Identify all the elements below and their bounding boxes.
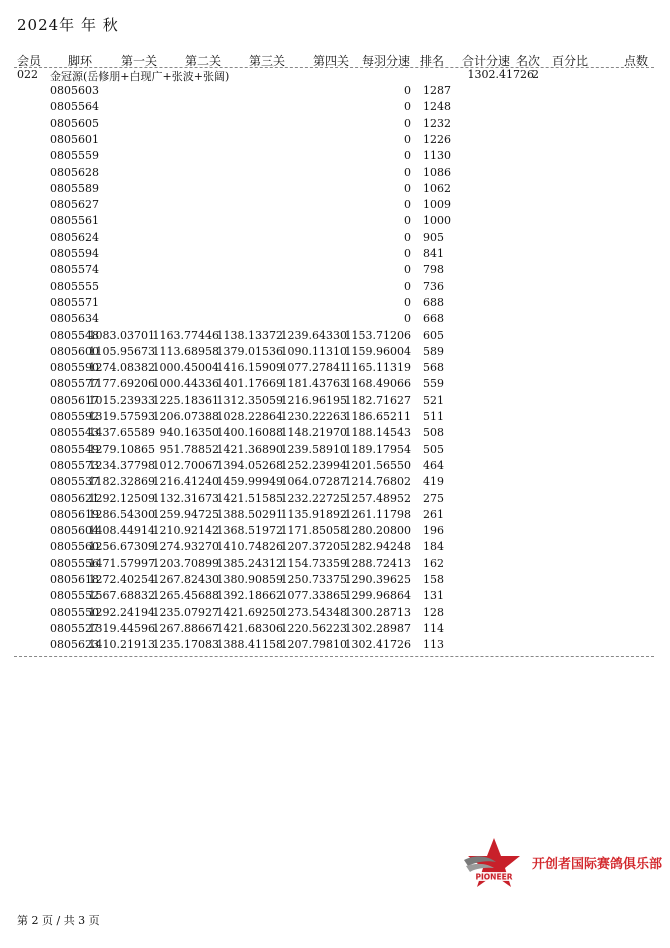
stage4-cell: 1077.27841 xyxy=(280,361,347,375)
stage4-cell: 1273.54348 xyxy=(280,605,347,619)
ring-cell: 0805634 xyxy=(50,312,99,326)
per-feather-cell: 1257.48952 xyxy=(344,491,411,505)
header-stage3: 第三关 xyxy=(249,54,286,68)
ring-cell: 0805604 xyxy=(50,524,99,538)
table-bottom-divider xyxy=(14,656,654,657)
per-feather-cell: 1290.39625 xyxy=(344,573,411,586)
stage4-cell: 1239.64330 xyxy=(280,328,347,342)
club-name: 开创者国际赛鸽俱乐部 xyxy=(532,857,663,872)
header-member: 会员 xyxy=(17,54,42,68)
rank-cell: 521 xyxy=(423,393,444,407)
stage3-cell: 1459.99949 xyxy=(216,475,283,489)
per-feather-cell: 1168.49066 xyxy=(344,377,411,391)
ring-cell: 0805617 xyxy=(50,393,99,407)
stage2-cell: 1267.82430 xyxy=(152,573,219,586)
per-feather-cell: 0 xyxy=(404,263,411,277)
stage4-cell: 1220.56223 xyxy=(280,621,347,635)
ring-cell: 0805624 xyxy=(50,230,99,244)
stage2-cell: 940.16350 xyxy=(159,426,219,440)
stage1-cell: 1471.57997 xyxy=(88,556,155,570)
stage2-cell: 1225.18361 xyxy=(152,393,219,407)
ring-cell: 0805600 xyxy=(50,344,99,358)
stage3-cell: 1379.01536 xyxy=(216,344,283,358)
rank-cell: 1248 xyxy=(423,100,451,114)
per-feather-cell: 1302.28987 xyxy=(344,621,411,635)
header-stage2: 第二关 xyxy=(185,54,222,68)
per-feather-cell: 0 xyxy=(404,230,411,244)
rank-cell: 184 xyxy=(423,540,444,554)
stage4-cell: 1135.91892 xyxy=(280,507,347,521)
per-feather-cell: 1189.17954 xyxy=(344,442,411,456)
ring-cell: 0805561 xyxy=(50,214,99,228)
stage1-cell: 1319.57593 xyxy=(88,410,155,423)
stage3-cell: 1416.15909 xyxy=(216,361,283,375)
stage2-cell: 1274.93270 xyxy=(152,540,219,554)
ring-cell: 0805594 xyxy=(50,247,99,260)
rank-cell: 905 xyxy=(423,230,444,244)
rank-cell: 505 xyxy=(423,442,444,456)
header-total-speed: 合计分速 xyxy=(462,54,511,68)
stage4-cell: 1230.22263 xyxy=(280,410,347,423)
rank-cell: 1226 xyxy=(423,132,451,146)
header-place: 名次 xyxy=(516,54,541,68)
ring-cell: 0805589 xyxy=(50,181,99,195)
ring-cell: 0805605 xyxy=(50,116,99,130)
stage1-cell: 1410.21913 xyxy=(88,638,155,652)
page-footer: 第 2 页 / 共 3 页 xyxy=(17,914,100,927)
per-feather-cell: 1186.65211 xyxy=(344,410,411,423)
per-feather-cell: 1188.14543 xyxy=(344,426,411,440)
rank-cell: 568 xyxy=(423,361,444,375)
stage3-cell: 1388.41158 xyxy=(216,638,283,652)
stage3-cell: 1138.13372 xyxy=(216,328,283,342)
ring-cell: 0805621 xyxy=(50,491,99,505)
per-feather-cell: 1261.11798 xyxy=(344,507,411,521)
ring-cell: 0805571 xyxy=(50,295,99,309)
page-title: 2024年 年 秋 xyxy=(17,16,119,34)
ring-cell: 0805564 xyxy=(50,100,99,114)
per-feather-cell: 0 xyxy=(404,312,411,326)
ring-cell: 0805559 xyxy=(50,149,99,163)
stage2-cell: 1265.45688 xyxy=(152,589,219,603)
stage4-cell: 1064.07287 xyxy=(280,475,347,489)
ring-cell: 0805592 xyxy=(50,410,99,423)
rank-cell: 1130 xyxy=(423,149,451,163)
rank-cell: 275 xyxy=(423,491,444,505)
header-rank: 排名 xyxy=(420,54,445,68)
stage4-cell: 1207.37205 xyxy=(280,540,347,554)
stage3-cell: 1410.74826 xyxy=(216,540,283,554)
ring-cell: 0805556 xyxy=(50,556,99,570)
stage2-cell: 1206.07388 xyxy=(152,410,219,423)
stage3-cell: 1312.35059 xyxy=(216,393,283,407)
ring-cell: 0805627 xyxy=(50,198,99,212)
stage1-cell: 1256.67309 xyxy=(88,540,155,554)
stage3-cell: 1028.22864 xyxy=(216,410,283,423)
stage4-cell: 1077.33865 xyxy=(280,589,347,603)
ring-cell: 0805543 xyxy=(50,426,99,440)
rank-cell: 1062 xyxy=(423,181,451,195)
stage1-cell: 1292.24194 xyxy=(88,605,155,619)
per-feather-cell: 1302.41726 xyxy=(344,638,411,652)
stage4-cell: 1207.79810 xyxy=(280,638,347,652)
per-feather-cell: 1159.96004 xyxy=(344,344,411,358)
rank-cell: 688 xyxy=(423,295,444,309)
per-feather-cell: 0 xyxy=(404,132,411,146)
stage3-cell: 1385.24312 xyxy=(216,556,283,570)
stage3-cell: 1380.90859 xyxy=(216,573,283,586)
ring-cell: 0805590 xyxy=(50,361,99,375)
ring-cell: 0805618 xyxy=(50,573,99,586)
stage2-cell: 1203.70899 xyxy=(152,556,219,570)
stage1-cell: 1319.44596 xyxy=(88,621,155,635)
rank-cell: 1009 xyxy=(423,198,451,212)
stage1-cell: 1274.08382 xyxy=(88,361,155,375)
stage3-cell: 1368.51972 xyxy=(216,524,283,538)
stage4-cell: 1239.58910 xyxy=(280,442,347,456)
pioneer-logo xyxy=(462,836,526,890)
per-feather-cell: 1288.72413 xyxy=(344,556,411,570)
stage2-cell: 1000.45004 xyxy=(152,361,219,375)
per-feather-cell: 0 xyxy=(404,214,411,228)
rank-cell: 736 xyxy=(423,279,444,293)
rank-cell: 1000 xyxy=(423,214,451,228)
stage2-cell: 1132.31673 xyxy=(152,491,219,505)
rank-cell: 128 xyxy=(423,605,444,619)
per-feather-cell: 0 xyxy=(404,247,411,260)
rank-cell: 113 xyxy=(423,638,444,652)
stage1-cell: 1083.03701 xyxy=(88,328,155,342)
stage1-cell: 1177.69206 xyxy=(88,377,155,391)
stage4-cell: 1250.73375 xyxy=(280,573,347,586)
rank-cell: 605 xyxy=(423,328,444,342)
team-place: 2 xyxy=(532,68,539,81)
stage3-cell: 1388.50291 xyxy=(216,507,283,521)
header-ring: 脚环 xyxy=(68,54,93,68)
stage1-cell: 1567.68832 xyxy=(88,589,155,603)
stage1-cell: 1272.40254 xyxy=(88,573,155,586)
stage3-cell: 1394.05268 xyxy=(216,458,283,472)
ring-cell: 0805619 xyxy=(50,507,99,521)
stage2-cell: 1259.94725 xyxy=(152,507,219,521)
stage1-cell: 1286.54300 xyxy=(88,507,155,521)
stage4-cell: 1154.73359 xyxy=(280,556,347,570)
stage1-cell: 1408.44914 xyxy=(88,524,155,538)
per-feather-cell: 1165.11319 xyxy=(344,361,411,375)
stage2-cell: 1210.92142 xyxy=(152,524,219,538)
stage2-cell: 951.78852 xyxy=(159,442,219,456)
per-feather-cell: 1280.20800 xyxy=(344,524,411,538)
header-percent: 百分比 xyxy=(552,54,589,68)
per-feather-cell: 0 xyxy=(404,116,411,130)
stage2-cell: 1216.41240 xyxy=(152,475,219,489)
ring-cell: 0805555 xyxy=(50,279,99,293)
ring-cell: 0805548 xyxy=(50,328,99,342)
stage2-cell: 1000.44336 xyxy=(152,377,219,391)
stage3-cell: 1421.51585 xyxy=(216,491,283,505)
stage1-cell: 1015.23933 xyxy=(88,393,155,407)
stage4-cell: 1232.22725 xyxy=(280,491,347,505)
rank-cell: 464 xyxy=(423,458,444,472)
stage4-cell: 1252.23994 xyxy=(280,458,347,472)
rank-cell: 798 xyxy=(423,263,444,277)
stage3-cell: 1421.36890 xyxy=(216,442,283,456)
ring-cell: 0805552 xyxy=(50,589,99,603)
rank-cell: 419 xyxy=(423,475,444,489)
stage4-cell: 1181.43763 xyxy=(280,377,347,391)
rank-cell: 114 xyxy=(423,621,444,635)
per-feather-cell: 0 xyxy=(404,84,411,97)
rank-cell: 131 xyxy=(423,589,444,603)
ring-cell: 0805573 xyxy=(50,458,99,472)
stage2-cell: 1235.07927 xyxy=(152,605,219,619)
rank-cell: 261 xyxy=(423,507,444,521)
stage2-cell: 1235.17083 xyxy=(152,638,219,652)
rank-cell: 559 xyxy=(423,377,444,391)
per-feather-cell: 0 xyxy=(404,149,411,163)
header-points: 点数 xyxy=(624,54,649,68)
stage4-cell: 1148.21970 xyxy=(280,426,347,440)
per-feather-cell: 0 xyxy=(404,165,411,179)
ring-cell: 0805601 xyxy=(50,132,99,146)
team-name: 金冠源(岳修朋+白现广+张波+张阔) xyxy=(50,70,230,83)
stage1-cell: 1437.65589 xyxy=(88,426,155,440)
per-feather-cell: 0 xyxy=(404,181,411,195)
header-per-feather: 每羽分速 xyxy=(362,54,411,68)
per-feather-cell: 1201.56550 xyxy=(344,458,411,472)
ring-cell: 0805560 xyxy=(50,540,99,554)
ring-cell: 0805623 xyxy=(50,638,99,652)
stage1-cell: 1234.37798 xyxy=(88,458,155,472)
stage4-cell: 1216.96195 xyxy=(280,393,347,407)
ring-cell: 0805577 xyxy=(50,377,99,391)
per-feather-cell: 1299.96864 xyxy=(344,589,411,603)
stage1-cell: 1182.32869 xyxy=(88,475,155,489)
ring-cell: 0805549 xyxy=(50,442,99,456)
ring-cell: 0805603 xyxy=(50,84,99,97)
rank-cell: 196 xyxy=(423,524,444,538)
rank-cell: 668 xyxy=(423,312,444,326)
per-feather-cell: 1300.28713 xyxy=(344,605,411,619)
per-feather-cell: 1282.94248 xyxy=(344,540,411,554)
ring-cell: 0805574 xyxy=(50,263,99,277)
rank-cell: 1287 xyxy=(423,84,451,97)
ring-cell: 0805527 xyxy=(50,621,99,635)
ring-cell: 0805537 xyxy=(50,475,99,489)
stage3-cell: 1421.68306 xyxy=(216,621,283,635)
stage2-cell: 1267.88667 xyxy=(152,621,219,635)
stage4-cell: 1090.11310 xyxy=(280,344,347,358)
rank-cell: 1086 xyxy=(423,165,451,179)
rank-cell: 158 xyxy=(423,573,444,586)
per-feather-cell: 1214.76802 xyxy=(344,475,411,489)
rank-cell: 841 xyxy=(423,247,444,260)
stage1-cell: 1279.10865 xyxy=(88,442,155,456)
per-feather-cell: 1182.71627 xyxy=(344,393,411,407)
team-member-id: 022 xyxy=(17,68,38,81)
stage4-cell: 1171.85058 xyxy=(280,524,347,538)
stage2-cell: 1012.70067 xyxy=(152,458,219,472)
per-feather-cell: 0 xyxy=(404,279,411,293)
stage1-cell: 1292.12509 xyxy=(88,491,155,505)
per-feather-cell: 0 xyxy=(404,295,411,309)
stage3-cell: 1421.69250 xyxy=(216,605,283,619)
rank-cell: 511 xyxy=(423,410,444,423)
stage3-cell: 1401.17669 xyxy=(216,377,283,391)
stage3-cell: 1392.18662 xyxy=(216,589,283,603)
rank-cell: 589 xyxy=(423,344,444,358)
per-feather-cell: 0 xyxy=(404,100,411,114)
team-total-speed: 1302.41726 xyxy=(467,68,534,81)
stage1-cell: 1105.95673 xyxy=(88,344,155,358)
rank-cell: 1232 xyxy=(423,116,451,130)
ring-cell: 0805550 xyxy=(50,605,99,619)
ring-cell: 0805628 xyxy=(50,165,99,179)
stage2-cell: 1163.77446 xyxy=(152,328,219,342)
per-feather-cell: 0 xyxy=(404,198,411,212)
stage3-cell: 1400.16088 xyxy=(216,426,283,440)
per-feather-cell: 1153.71206 xyxy=(344,328,411,342)
stage2-cell: 1113.68958 xyxy=(152,344,219,358)
rank-cell: 162 xyxy=(423,556,444,570)
header-stage1: 第一关 xyxy=(121,54,158,68)
rank-cell: 508 xyxy=(423,426,444,440)
logo-text: PIONEER xyxy=(475,872,513,882)
header-stage4: 第四关 xyxy=(313,54,350,68)
